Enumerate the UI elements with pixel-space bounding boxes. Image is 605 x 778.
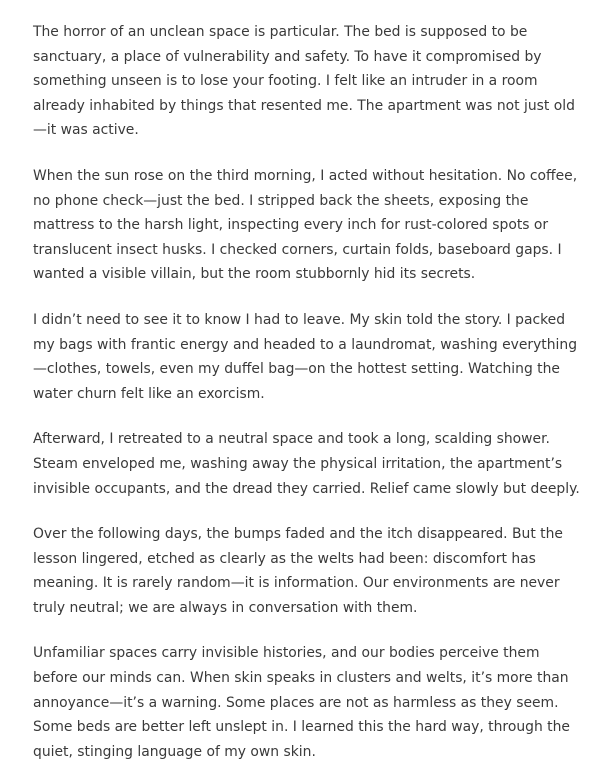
paragraph: When the sun rose on the third morning, I acted without hesitation. No coffee, no phone check—just the bed. I stripped back the sheets, exposing the mattress to the harsh light, inspecting every inch for rust-colored spots or translucent insect husks. I checked corners, curtain folds, baseboard gaps. I wanted a visible villain, but the room stubbornly hid its secrets. xyxy=(33,167,578,283)
paragraph: I didn’t need to see it to know I had to leave. My skin told the story. I packed my bags with frantic energy and headed to a laundromat, washing everything—clothes, towels, even my duffel bag—on the hottest setting. Watching the water churn felt like an exorcism. xyxy=(33,311,578,402)
paragraph: Afterward, I retreated to a neutral space and took a long, scalding shower. Steam enveloped me, washing away the physical irritation, the apartment’s invisible occupants, and the dread they carried. Relief came slowly but deeply. xyxy=(33,431,580,497)
article-body xyxy=(33,20,581,764)
paragraph: Over the following days, the bumps faded and the itch disappeared. But the lesson lingered, etched as clearly as the welts had been: discomfort has meaning. It is rarely random—it is information. Our environments are never truly neutral; we are always in conversation with them. xyxy=(33,526,563,616)
paragraph: Unfamiliar spaces carry invisible histories, and our bodies perceive them before our minds can. When skin speaks in clusters and welts, it’s more than annoyance—it’s a warning. Some places are not as harmless as they seem. Some beds are better left unslept in. I learned this the hard way, through the quiet, stinging language of my own skin. xyxy=(33,645,570,760)
paragraph: The horror of an unclean space is particular. The bed is supposed to be sanctuary, a place of vulnerability and safety. To have it compromised by something unseen is to lose your footing. I felt like an intruder in a room already inhabited by things that resented me. The apartment was not just old—it was active. xyxy=(33,24,575,139)
